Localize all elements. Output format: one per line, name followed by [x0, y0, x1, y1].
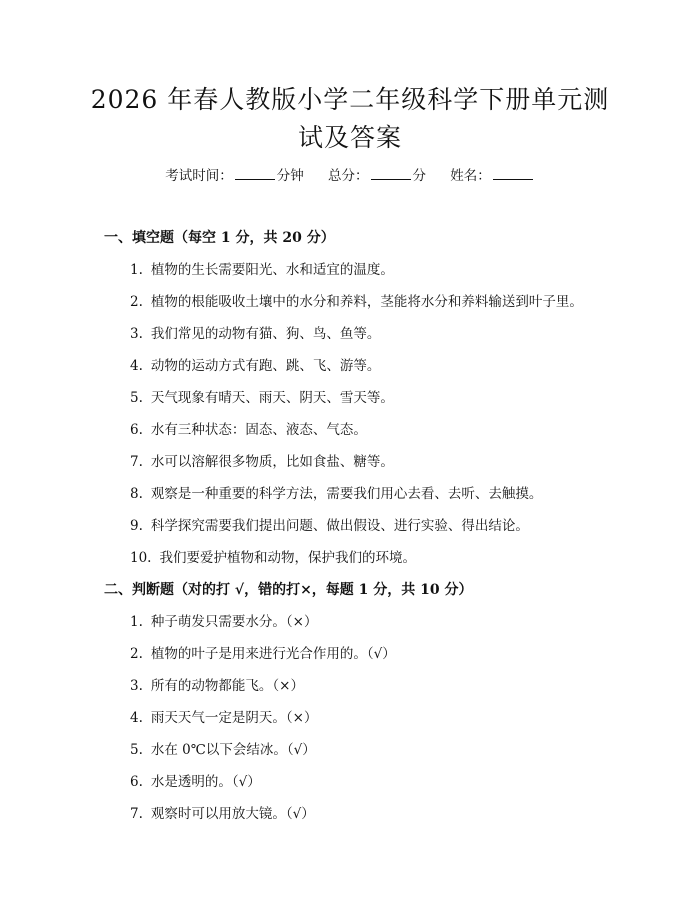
exam-time-unit: 分钟 [276, 168, 304, 184]
total-score-blank [371, 167, 411, 180]
exam-time-field [165, 166, 304, 186]
question-number: 9. [130, 518, 143, 534]
name-blank [493, 167, 533, 180]
question-number: 3. [130, 678, 143, 694]
question-number: 5. [130, 390, 143, 406]
total-score-label: 总分： [328, 168, 369, 184]
question-number: 6. [130, 774, 143, 790]
question-item [130, 420, 367, 440]
question-item [130, 740, 316, 760]
question-number: 1. [130, 262, 143, 278]
question-text: 水是透明的。（√） [150, 774, 261, 790]
question-number: 10. [130, 550, 152, 566]
question-text: 观察是一种重要的科学方法，需要我们用心去看、去听、去触摸。 [150, 486, 543, 502]
question-number: 8. [130, 486, 143, 502]
section-title-fill-in: 一、填空题（每空 1 分，共 20 分） [104, 230, 335, 246]
question-item [130, 612, 317, 632]
question-item [130, 388, 394, 408]
section-title-true-false: 二、判断题（对的打 √，错的打×，每题 1 分，共 10 分） [104, 582, 473, 598]
page-title-line-1: 2026 年春人教版小学二年级科学下册单元测 [90, 85, 610, 114]
question-text: 种子萌发只需要水分。（×） [150, 614, 318, 630]
exam-time-blank [235, 167, 275, 180]
question-text: 植物的根能吸收土壤中的水分和养料，茎能将水分和养料输送到叶子里。 [150, 294, 583, 310]
page-title-line-2: 试及答案 [297, 123, 402, 152]
question-item [130, 548, 416, 568]
question-number: 2. [130, 294, 143, 310]
question-item [130, 484, 542, 504]
question-item [130, 356, 380, 376]
question-number: 5. [130, 742, 143, 758]
question-number: 7. [130, 806, 143, 822]
total-score-unit: 分 [412, 168, 426, 184]
question-item [130, 260, 394, 280]
question-item [130, 452, 394, 472]
question-text: 雨天天气一定是阴天。（×） [150, 710, 318, 726]
question-text: 水可以溶解很多物质，比如食盐、糖等。 [150, 454, 394, 470]
exam-time-label: 考试时间： [165, 168, 233, 184]
question-item [130, 708, 317, 728]
question-text: 观察时可以用放大镜。（√） [150, 806, 315, 822]
question-number: 6. [130, 422, 143, 438]
question-item [130, 324, 380, 344]
question-item [130, 516, 529, 536]
question-text: 所有的动物都能飞。（×） [150, 678, 304, 694]
question-text: 植物的叶子是用来进行光合作用的。（√） [150, 646, 396, 662]
question-number: 1. [130, 614, 143, 630]
question-text: 我们常见的动物有猫、狗、鸟、鱼等。 [150, 326, 381, 342]
name-label: 姓名： [450, 168, 491, 184]
question-text: 植物的生长需要阳光、水和适宜的温度。 [150, 262, 394, 278]
question-item [130, 644, 396, 664]
question-item [130, 804, 315, 824]
question-number: 2. [130, 646, 143, 662]
question-item [130, 676, 304, 696]
question-number: 4. [130, 710, 143, 726]
question-number: 7. [130, 454, 143, 470]
question-text: 科学探究需要我们提出问题、做出假设、进行实验、得出结论。 [150, 518, 529, 534]
exam-meta [0, 166, 700, 186]
question-number: 4. [130, 358, 143, 374]
question-text: 水在 0℃以下会结冰。（√） [150, 742, 316, 758]
question-text: 天气现象有晴天、雨天、阴天、雪天等。 [150, 390, 394, 406]
total-score-field [328, 166, 426, 186]
question-text: 水有三种状态：固态、液态、气态。 [150, 422, 367, 438]
question-item [130, 772, 261, 792]
question-text: 我们要爱护植物和动物，保护我们的环境。 [159, 550, 416, 566]
question-item [130, 292, 583, 312]
name-field [450, 166, 535, 186]
question-number: 3. [130, 326, 143, 342]
question-text: 动物的运动方式有跑、跳、飞、游等。 [150, 358, 381, 374]
